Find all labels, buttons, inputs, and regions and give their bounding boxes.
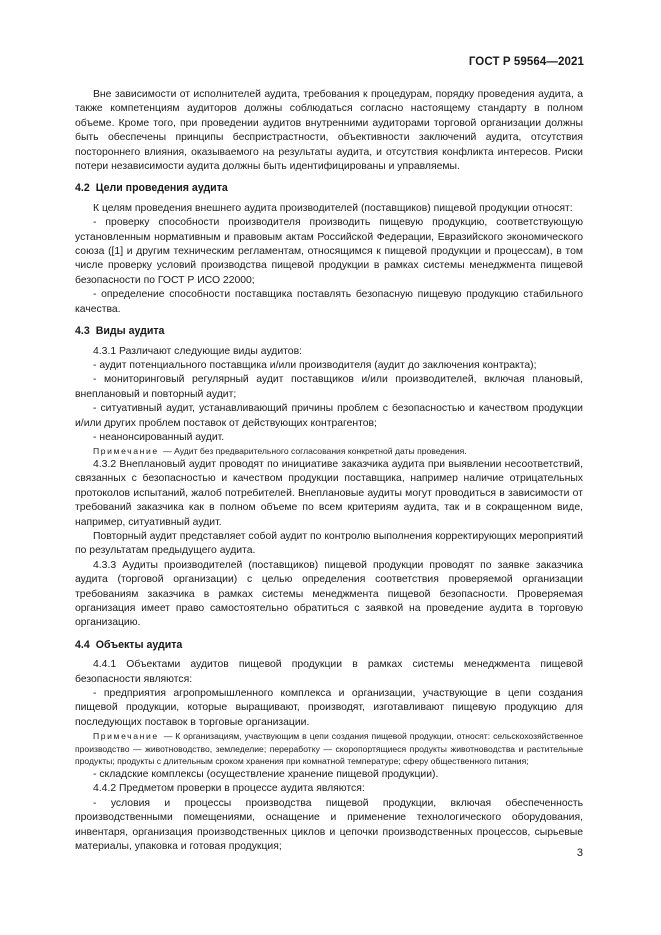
- list-item: - мониторинговый регулярный аудит поставщиков и/или производителей, включая плановый, внеплановый и повторный аудит;: [75, 374, 583, 400]
- paragraph: К целям проведения внешнего аудита производителей (поставщиков) пищевой продукции относят:: [93, 202, 573, 214]
- section-heading-4-3: [75, 324, 583, 338]
- section-number: 4.2: [75, 182, 90, 195]
- page-number: 3: [576, 847, 583, 859]
- list-item: - предприятия агропромышленного комплекса и организации, участвующие в цепи создания пищевой продукции, которые выращивают, производят, изготавливают пищевую продукцию для последующих поставок в торговые организации.: [75, 688, 583, 728]
- note: [75, 730, 583, 768]
- section-title: Цели проведения аудита: [95, 182, 228, 195]
- paragraph: 4.3.1 Различают следующие виды аудитов:: [93, 345, 302, 357]
- list-item: - аудит потенциального поставщика и/или производителя (аудит до заключения контракта);: [93, 359, 537, 371]
- list-item: - определение способности поставщика поставлять безопасную пищевую продукцию стабильного качества.: [75, 289, 583, 315]
- section-number: 4.3: [75, 325, 90, 338]
- note-label: Примечание: [93, 446, 159, 457]
- list-item: - проверку способности производителя производить пищевую продукцию, соответствующую установленным нормативным и правовым актам Российской Федерации, Евразийского экономического союза ([1] и другим техническим регламентам, относящимся к пищевой продукции и процессам), в том числе проверку условий производства пищевой продукции в рамках системы менеджмента пищевой безопасности по ГОСТ Р ИСО 22000;: [75, 217, 583, 286]
- section-heading-4-2: [75, 181, 583, 195]
- paragraph: Повторный аудит представляет собой аудит по контролю выполнения корректирующих мероприятий по результатам предыдущего аудита.: [75, 530, 583, 557]
- section-heading-4-4: [75, 638, 583, 652]
- list-item: - условия и процессы производства пищевой продукции, включая обеспеченность производственными помещениями, оснащение и применение технологического оборудования, инвентаря, организация производственных циклов и цепочки производственных процессов, сырьевые материалы, упаковка и готовая продукция;: [75, 797, 583, 853]
- paragraph: 4.4.2 Предметом проверки в процессе аудита являются:: [93, 783, 365, 795]
- note-label: Примечание: [93, 731, 159, 742]
- note: [75, 445, 583, 458]
- section-number: 4.4: [75, 638, 90, 651]
- document-body: [75, 88, 583, 854]
- section-title: Объекты аудита: [95, 638, 183, 651]
- section-title: Виды аудита: [95, 325, 165, 338]
- list-item: - ситуативный аудит, устанавливающий причины проблем с безопасностью и качеством продукции и/или других проблем поставок от действующих контрагентов;: [75, 403, 583, 429]
- intro-paragraph: Вне зависимости от исполнителей аудита, требования к процедурам, порядку проведения аудита, а также компетенциям аудиторов должны соблюдаться согласно настоящему стандарту в полном объеме. Кроме того, при проведении аудитов внутренними аудиторами торговой организации должны быть обеспечены принципы беспристрастности, объективности заключений аудита, отсутствия постороннего влияния, оказываемого на результаты аудита, и отсутствия конфликта интересов. Риски потери независимости аудита должны быть идентифицированы и управляемы.: [75, 89, 583, 173]
- paragraph: 4.3.3 Аудиты производителей (поставщиков) пищевой продукции проводят по заявке заказчика аудита (торговой организации) с целью определения соответствия проверяемой организации требованиям заказчика в рамках системы менеджмента пищевой безопасности. Проверяемая организация имеет право самостоятельно обратиться с заявкой на проведение аудита в торговую организацию.: [75, 559, 583, 629]
- list-item: - неанонсированный аудит.: [93, 431, 225, 443]
- standard-header: ГОСТ Р 59564—2021: [468, 56, 584, 68]
- note-text: — К организациям, участвующим в цепи создания пищевой продукции, относят: сельскохозяйственное производство — животноводство, земледелие; переработку — скоропортящиеся продукты животноводства и растительные продукты; продукты с длительным сроком хранения при комнатной температуре; сферу общественного питания;: [75, 731, 583, 767]
- paragraph: 4.3.2 Внеплановый аудит проводят по инициативе заказчика аудита при выявлении несоответствий, связанных с безопасностью и качеством продукции поставщика, например наличие отрицательных протоколов испытаний, жалоб потребителей. Внеплановые аудиты могут проводиться в зависимости от требований заказчика как в полном объеме по всем критериям аудита, так и в сокращенном виде, например, ситуативный аудит.: [75, 458, 583, 528]
- paragraph: 4.4.1 Объектами аудитов пищевой продукции в рамках системы менеджмента пищевой безопасности являются:: [75, 659, 583, 685]
- note-text: — Аудит без предварительного согласования конкретной даты проведения.: [163, 446, 467, 457]
- list-item: - складские комплексы (осуществление хранение пищевой продукции).: [93, 769, 439, 781]
